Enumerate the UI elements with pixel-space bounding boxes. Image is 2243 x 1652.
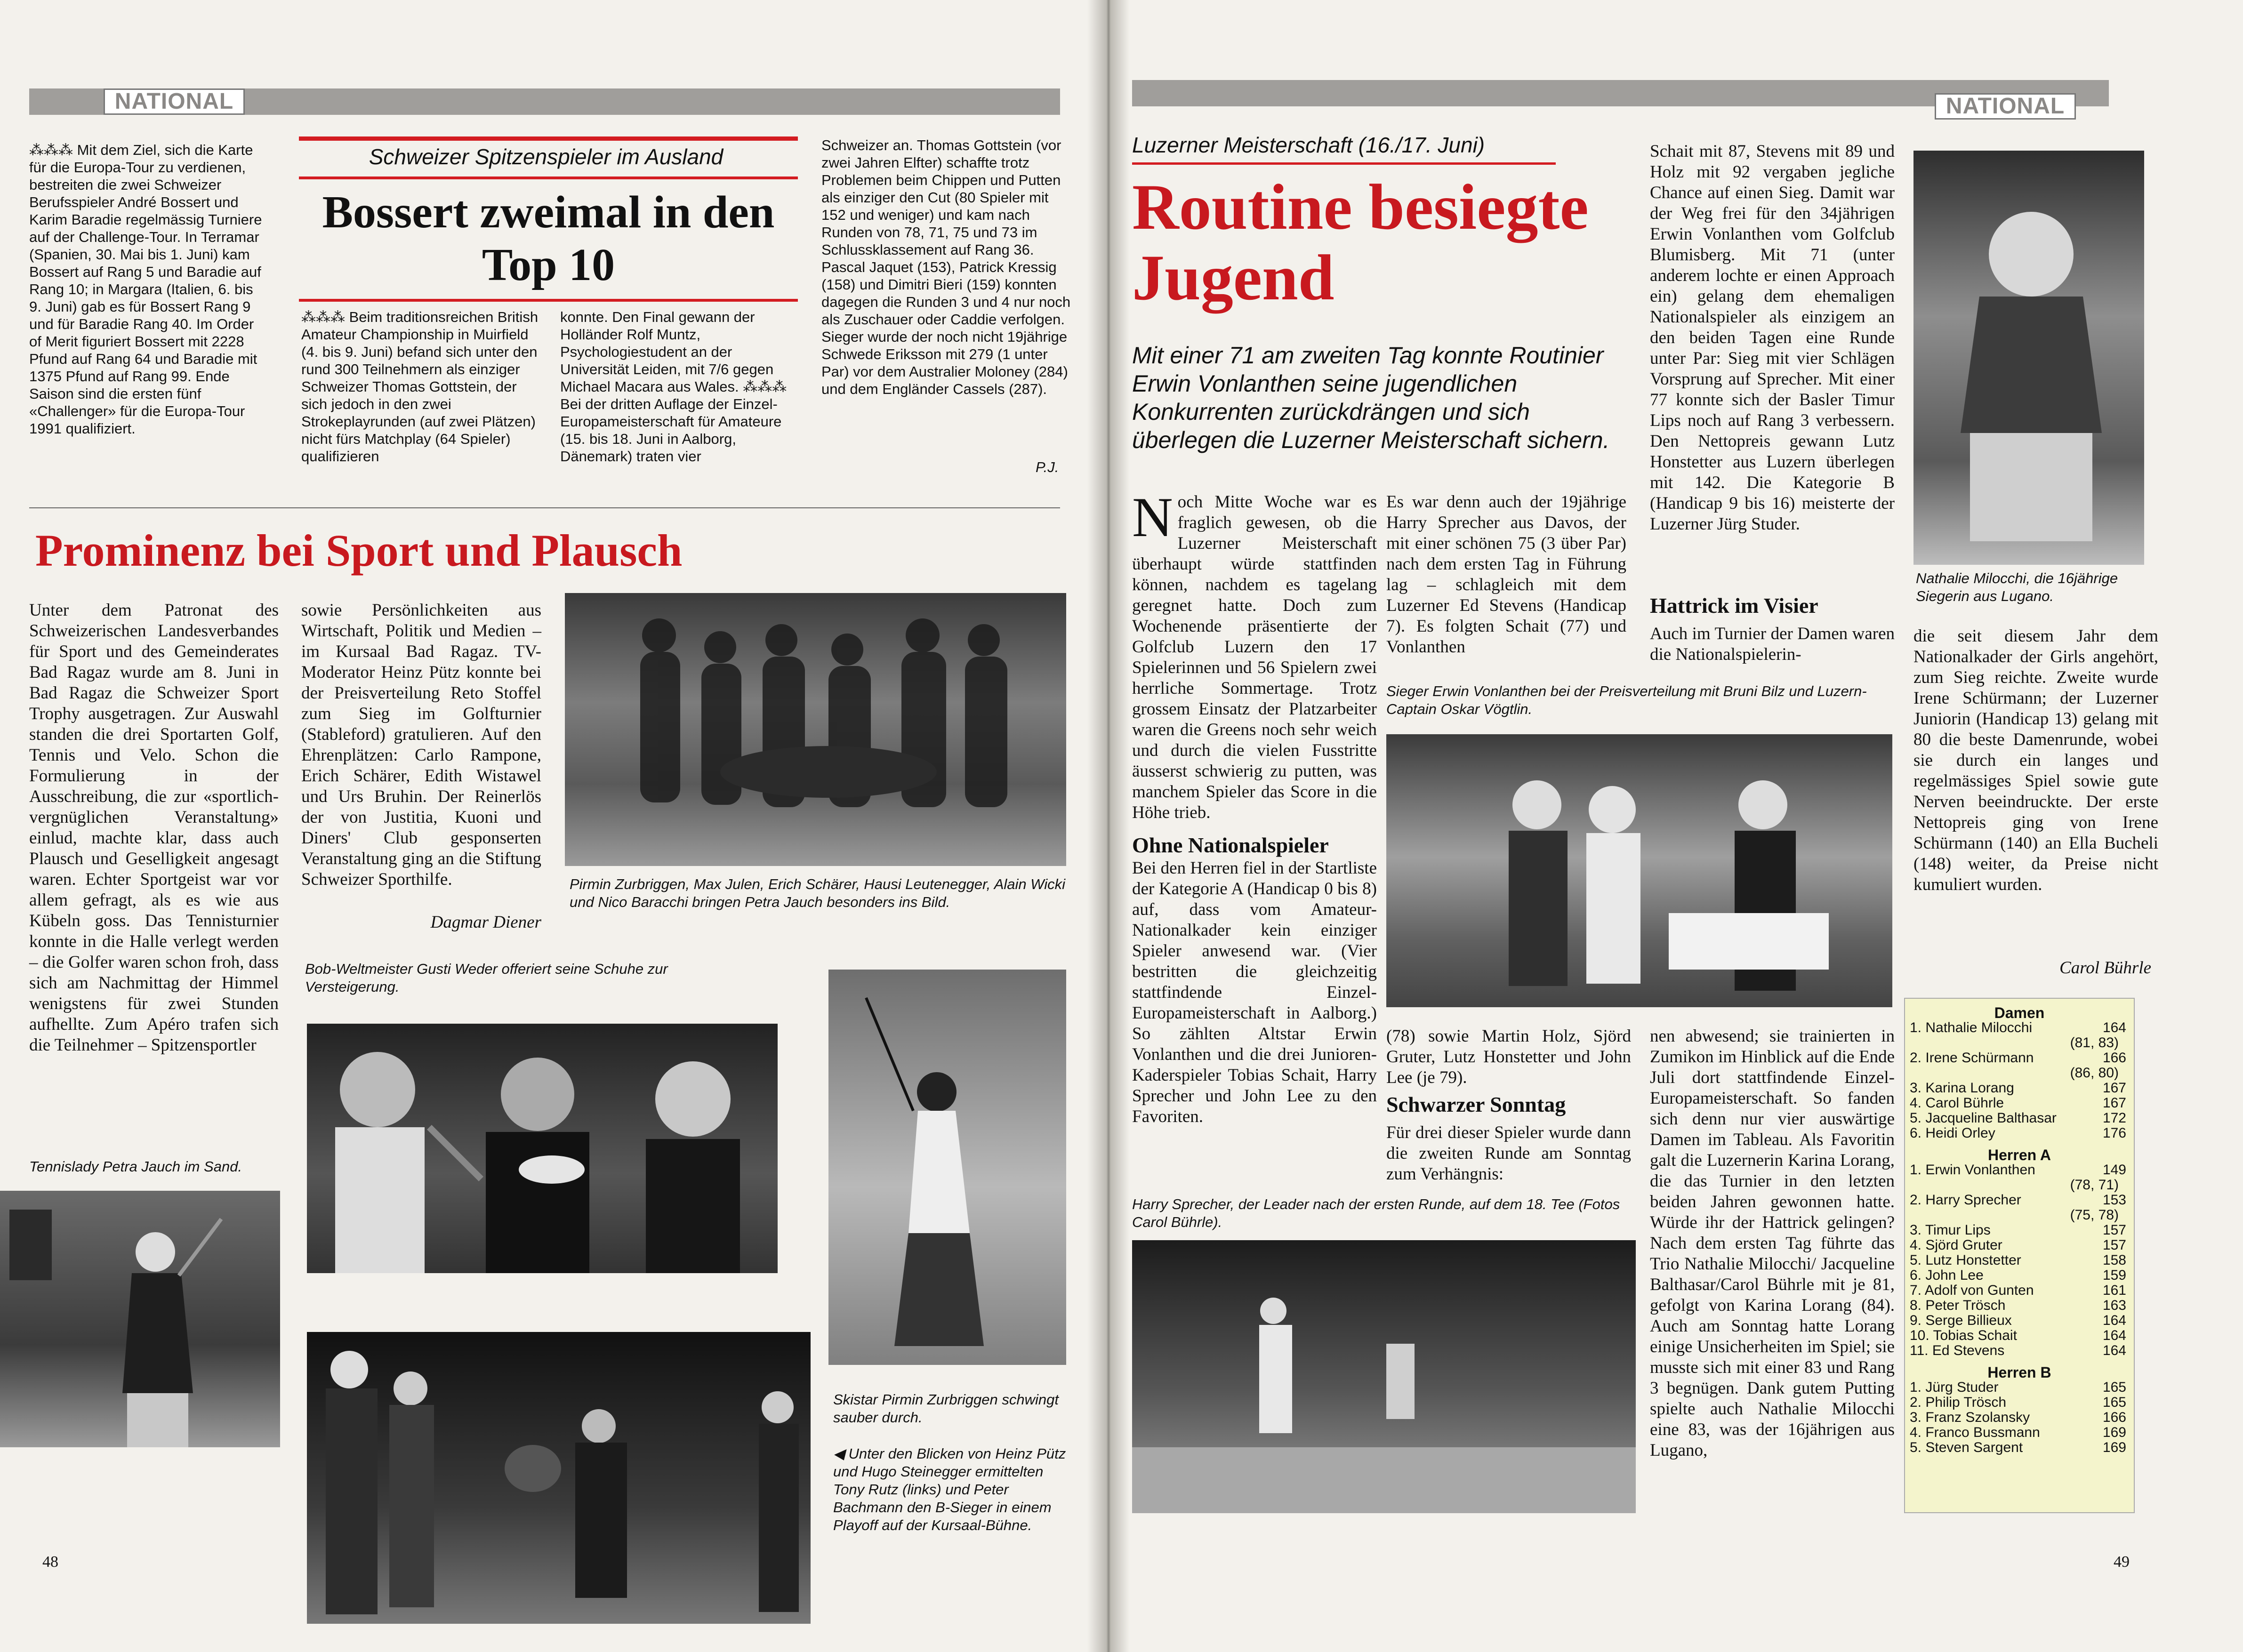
player-name: 7. Adolf von Gunten bbox=[1910, 1283, 2034, 1298]
player-score: 153 bbox=[2102, 1192, 2126, 1208]
article-col-1 bbox=[1132, 486, 1377, 1217]
player-name: 3. Timur Lips bbox=[1910, 1222, 1991, 1238]
results-table bbox=[1904, 998, 2135, 1513]
subheading: Hattrick im Visier bbox=[1650, 593, 1818, 617]
player-score: 161 bbox=[2102, 1283, 2126, 1298]
result-row bbox=[1905, 1238, 2134, 1253]
player-score: 169 bbox=[2102, 1440, 2126, 1455]
tennis-photo bbox=[0, 1191, 280, 1447]
article-col-2: Für drei dieser Spieler wurde dann die zweiten Runde am Sonntag zum Verhängnis: bbox=[1386, 1123, 1631, 1184]
subheading: Schwarzer Sonntag bbox=[1386, 1092, 1566, 1116]
result-row bbox=[1905, 1081, 2134, 1096]
red-rule bbox=[299, 176, 798, 179]
headline-line-2: Top 10 bbox=[482, 240, 615, 290]
article-col-1: ⁂⁂⁂ Beim traditionsreichen British Amateur Championship in Muirfield (4. bis 9. Juni) befand sich unter den rund 300 Teilnehmern als einziger Schweizer Thomas Gottstein, der sich jedoch in den zwei Strokeplayrunden (auf zwei Plätzen) nicht fürs Matchplay (64 Spieler) qualifizieren bbox=[301, 309, 539, 465]
article-col-3: nen abwesend; sie trainierten in Zumikon im Hinblick auf die Ende Juli dort stattfindende Einzel-Europameisterschaft. So fanden sich denn nur vier auswärtige Damen im Tableau. Als Favoritin galt die Luzernerin Karina Lorang, die das Turnier in den letzten beiden Jahren gewonnen hatte. Würde ihr der Hattrick gelingen? Nach dem ersten Tag führte das Trio Nathalie Milocchi/ Jacqueline Balthasar/Carol Bührle mit je 81, gefolgt von Karina Lorang (84). Auch am Sonntag hatte Lorang einige Unsicherheiten im Spiel; sie musste sich mit einer 83 und Rang 3 begnügen. Dank gutem Putting spielte auch Nathalie Milocchi eine 83, was der 16jährigen aus Lugano, bbox=[1650, 1026, 1895, 1460]
player-score: 157 bbox=[2102, 1222, 2126, 1238]
result-row bbox=[1905, 1193, 2134, 1208]
photo-caption: Pirmin Zurbriggen, Max Julen, Erich Schärer, Hausi Leutenegger, Alain Wicki und Nico Baracchi bringen Petra Jauch besonders ins Bild. bbox=[570, 876, 1066, 910]
result-row bbox=[1905, 1440, 2134, 1455]
headline: Prominenz bei Sport und Plausch bbox=[35, 525, 683, 576]
player-name: 9. Serge Billieux bbox=[1910, 1313, 2012, 1328]
result-row bbox=[1905, 1283, 2134, 1298]
player-score: 164 bbox=[2102, 1328, 2126, 1343]
player-name: 6. John Lee bbox=[1910, 1267, 1984, 1283]
photo-caption: Sieger Erwin Vonlanthen bei der Preisverteilung mit Bruni Bilz und Luzern-Captain Oskar Vögtlin. bbox=[1386, 683, 1867, 717]
result-row bbox=[1905, 1395, 2134, 1410]
photo-caption: ◀ Unter den Blicken von Heinz Pütz und Hugo Steinegger ermittelten Tony Rutz (links) und Peter Bachmann den B-Sieger in einem Playoff auf der Kursaal-Bühne. bbox=[833, 1445, 1066, 1533]
round-scores: (81, 83) bbox=[2070, 1035, 2119, 1051]
group-photo bbox=[565, 593, 1066, 866]
article-col-2: konnte. Den Final gewann der Holländer Rolf Muntz, Psychologiestudent an der Universität Leiden, mit 7/6 gegen Michael Macara aus Wales. ⁂⁂⁂ Bei der dritten Auflage der Einzel-Europameisterschaft für Amateure (15. bis 18. Juni in Aalborg, Dänemark) traten vier bbox=[560, 309, 787, 465]
player-score: 167 bbox=[2102, 1095, 2126, 1111]
result-row bbox=[1905, 1298, 2134, 1313]
player-name: 8. Peter Trösch bbox=[1910, 1298, 2006, 1313]
result-row bbox=[1905, 1051, 2134, 1066]
result-row bbox=[1905, 1163, 2134, 1178]
result-row bbox=[1905, 1223, 2134, 1238]
article-col-2: (78) sowie Martin Holz, Sjörd Gruter, Lutz Honstetter und John Lee (je 79). bbox=[1386, 1026, 1631, 1087]
player-name: 5. Lutz Honstetter bbox=[1910, 1252, 2021, 1268]
player-name: 3. Karina Lorang bbox=[1910, 1080, 2014, 1096]
player-name: 4. Sjörd Gruter bbox=[1910, 1237, 2002, 1253]
article-col-4: die seit diesem Jahr dem Nationalkader der Girls angehört, zum Sieg reichte. Zweite wurde Irene Schürmann; der Luzerner Juniorin (Handicap 13) gelang mit 80 die beste Damenrunde, wobei sie durch ein langes und regelmässiges Spiel sowie gute Nerven beeindruckte. Der erste Nettopreis ging von Irene Schürmann (140) an Ella Bucheli (148) weiter, da Preise nicht kumuliert wurden. bbox=[1913, 626, 2158, 894]
round-scores: (78, 71) bbox=[2070, 1177, 2119, 1193]
red-rule bbox=[1132, 162, 1556, 165]
article-col-2: Es war denn auch der 19jährige Harry Sprecher aus Davos, der mit einer schönen 75 (3 über Par) nach dem ersten Tag in Führung lag – schlagleich mit dem Luzerner Ed Stevens (Handicap 7). Es folgten Schait (77) und Vonlanthen bbox=[1386, 492, 1626, 657]
round-scores: (75, 78) bbox=[2070, 1207, 2119, 1223]
subheading: Ohne Nationalspieler bbox=[1132, 833, 1329, 857]
article-col-1: Unter dem Patronat des Schweizerischen Landesverbandes für Sport und des Gemeinderates Bad Ragaz wurde am 8. Juni in Bad Ragaz die Schweizer Sport Trophy ausgetragen. Zur Auswahl standen die drei Sportarten Golf, Tennis und Velo. Schon die Formulierung in der Ausschreibung, die zur «sportlich-vergnüglichen Veranstaltung» einlud, machte klar, dass auch Plausch und Geselligkeit angesagt waren. Echter Sportgeist war vor allem gefragt, als es wie aus Kübeln goss. Das Tennisturnier konnte in die Halle verlegt werden – die Golfer waren schon froh, dass sich am Nachmittag der Himmel wenigstens für zwei Stunden aufhellte. Zum Apéro trafen sich die Teilnehmer – Spitzensportler bbox=[29, 601, 279, 1055]
player-name: 6. Heidi Orley bbox=[1910, 1125, 1995, 1141]
player-score: 169 bbox=[2102, 1425, 2126, 1440]
article-col-3: Auch im Turnier der Damen waren die Nationalspielerin- bbox=[1650, 624, 1895, 664]
result-row bbox=[1905, 1126, 2134, 1141]
player-name: 2. Philip Trösch bbox=[1910, 1395, 2007, 1410]
result-row bbox=[1905, 1425, 2134, 1440]
section-label: NATIONAL bbox=[104, 88, 245, 115]
player-score: 164 bbox=[2102, 1020, 2126, 1035]
red-rule bbox=[299, 136, 798, 141]
player-score: 165 bbox=[2102, 1379, 2126, 1395]
result-row bbox=[1905, 1343, 2134, 1358]
photo-caption: Tennislady Petra Jauch im Sand. bbox=[29, 1158, 242, 1175]
drop-cap: N bbox=[1132, 486, 1173, 548]
result-row bbox=[1905, 1111, 2134, 1126]
player-score: 167 bbox=[2102, 1080, 2126, 1096]
player-score: 163 bbox=[2102, 1298, 2126, 1313]
headline bbox=[299, 186, 798, 291]
results-list-damen bbox=[1905, 1020, 2134, 1141]
player-score: 159 bbox=[2102, 1267, 2126, 1283]
stage-photo bbox=[307, 1332, 811, 1624]
body-text: och Mitte Woche war es fraglich gewesen, ob die Luzerner Meisterschaft überhaupt würde stattfinden können, nachdem es tagelang geregnet hatte. Doch zum Wochenende präsentierte der Golfclub Luzern den 17 Spielerinnen und 56 Spielern zwei herrliche Sommertage. Trotz grossem Einsatz der Platzarbeiter waren die Greens noch sehr weich und durch die vielen Fusstritte äusserst schwierig zu putten, was manchem Spieler das Score in die Höhe trieb. bbox=[1132, 492, 1377, 822]
player-score: 149 bbox=[2102, 1162, 2126, 1178]
article-col-3: Schweizer an. Thomas Gottstein (vor zwei Jahren Elfter) schaffte trotz Problemen beim Chippen und Putten als einziger den Cut (80 Spieler mit 152 und weniger) und kam nach Runden von 78, 71, 75 und 73 im Schlussklassement auf Rang 36. Pascal Jaquet (153), Patrick Kressig (158) und Dimitri Bieri (159) konnten dagegen die Runden 3 und 4 nur noch als Zuschauer oder Caddie verfolgen. Sieger wurde der noch nicht 19jährige Schwede Eriksson mit 279 (1 unter Par) vor dem Australier Moloney (284) und dem Engländer Cassels (287). bbox=[821, 137, 1071, 397]
headline-line-1: Bossert zweimal in den bbox=[322, 187, 775, 238]
result-row bbox=[1905, 1380, 2134, 1395]
player-score: 158 bbox=[2102, 1252, 2126, 1268]
player-score: 157 bbox=[2102, 1237, 2126, 1253]
player-name: 10. Tobias Schait bbox=[1910, 1328, 2017, 1343]
top-column: Schait mit 87, Stevens mit 89 und Holz mit 92 vergaben jegliche Chance auf einen Sieg. Damit war der Weg frei für den 34jährigen Erwin Vonlanthen vom Golfclub Blumisberg. Mit 71 (unter anderem lochte er einen Approach ein) gelang dem ehemaligen Nationalspieler als einzigem an den beiden Tagen eine Runde unter Par: Sieg mit vier Schlägen Vorsprung auf Sprecher. Mit einer 77 konnte sich der Basler Timur Lips noch auf Rang 3 verbessern. Den Nettopreis gewann Lutz Honstetter aus Luzern überlegen mit 142. Die Kategorie B (Handicap 9 bis 16) meisterte der Luzerner Jürg Studer. bbox=[1650, 142, 1895, 534]
kicker: Schweizer Spitzenspieler im Ausland bbox=[369, 144, 724, 169]
kicker: Luzerner Meisterschaft (16./17. Juni) bbox=[1132, 133, 1485, 157]
player-name: 1. Nathalie Milocchi bbox=[1910, 1020, 2033, 1035]
player-name: 5. Jacqueline Balthasar bbox=[1910, 1110, 2057, 1126]
result-row bbox=[1905, 1020, 2134, 1035]
photo-caption: Skistar Pirmin Zurbriggen schwingt sauber durch. bbox=[833, 1391, 1059, 1426]
body-text: Bei den Herren fiel in der Startliste der Kategorie A (Handicap 0 bis 8) auf, dass vom Amateur-Nationalkader kein einziger Spieler anwesend war. (Vier bestritten die gleichzeitig stattfindende Einzel-Europameisterschaft in Aalborg.) So zählten Altstar Erwin Vonlanthen und die drei Junioren-Kaderspieler Tobias Schait, Harry Sprecher und John Lee zu den Favoriten. bbox=[1132, 858, 1377, 1126]
lead: Mit einer 71 am zweiten Tag konnte Routinier Erwin Vonlanthen seine jugendlichen Konkurrenten zurückdrängen und sich überlegen die Luzerner Meisterschaft sichern. bbox=[1132, 342, 1610, 453]
sprecher-photo bbox=[1132, 1240, 1636, 1513]
spine-gutter bbox=[1087, 0, 1130, 1652]
player-name: 2. Harry Sprecher bbox=[1910, 1192, 2021, 1208]
headline-line-2: Jugend bbox=[1132, 241, 1335, 313]
headline bbox=[1132, 172, 1622, 313]
photo-caption: Harry Sprecher, der Leader nach der ersten Runde, auf dem 18. Tee (Fotos Carol Bührle). bbox=[1132, 1196, 1620, 1230]
player-score: 172 bbox=[2102, 1110, 2126, 1126]
player-score: 164 bbox=[2102, 1313, 2126, 1328]
intro-article: ⁂⁂⁂ Mit dem Ziel, sich die Karte für die Europa-Tour zu verdienen, bestreiten die zwei Schweizer Berufsspieler André Bossert und Karim Baradie regelmässig Turniere auf der Challenge-Tour. In Terramar (Spanien, 30. Mai bis 1. Juni) kam Bossert auf Rang 5 und Baradie auf Rang 10; in Margara (Italien, 6. bis 9. Juni) gab es für Bossert Rang 9 und für Baradie Rang 40. Im Order of Merit figuriert Bossert mit 2228 Pfund auf Rang 64 und Baradie mit 1375 Pfund auf Rang 99. Ende Saison sind die ersten fünf «Challenger» für die Europa-Tour 1991 qualifiziert. bbox=[29, 142, 262, 437]
player-name: 2. Irene Schürmann bbox=[1910, 1050, 2034, 1066]
headline-line-1: Routine besiegte bbox=[1132, 171, 1589, 243]
result-row bbox=[1905, 1313, 2134, 1328]
page-number: 48 bbox=[42, 1553, 58, 1571]
player-score: 176 bbox=[2102, 1125, 2126, 1141]
round-scores: (86, 80) bbox=[2070, 1065, 2119, 1081]
player-name: 11. Ed Stevens bbox=[1910, 1343, 2005, 1358]
divider bbox=[29, 507, 1060, 508]
author: Carol Bührle bbox=[2059, 958, 2151, 978]
player-name: 1. Erwin Vonlanthen bbox=[1910, 1162, 2035, 1178]
result-row bbox=[1905, 1268, 2134, 1283]
author: P.J. bbox=[1036, 459, 1059, 475]
player-name: 5. Steven Sargent bbox=[1910, 1440, 2023, 1455]
results-heading-herren-a: Herren A bbox=[1988, 1147, 2051, 1163]
photo-caption: Bob-Weltmeister Gusti Weder offeriert seine Schuhe zur Versteigerung. bbox=[305, 961, 668, 995]
result-row bbox=[1905, 1096, 2134, 1111]
section-label: NATIONAL bbox=[1935, 93, 2076, 120]
skistar-photo bbox=[828, 970, 1066, 1365]
page-number: 49 bbox=[2114, 1553, 2130, 1571]
player-name: 4. Franco Bussmann bbox=[1910, 1425, 2040, 1440]
article-col-2: sowie Persönlichkeiten aus Wirtschaft, Politik und Medien – im Kursaal Bad Ragaz. TV-Moderator Heinz Pütz konnte bei der Preisverteilung Reto Stoffel zum Sieg im Golfturnier (Stableford) gratulieren. Auf den Ehrenplätzen: Carlo Rampone, Erich Schärer, Edith Wistawel und Urs Bruhin. Der Reinerlös der von Justitia, Kuoni und Diners' Club gesponserten Veranstaltung ging an die Stiftung Schweizer Sporthilfe. bbox=[301, 601, 541, 889]
results-heading-damen: Damen bbox=[1994, 1004, 2045, 1021]
player-name: 4. Carol Bührle bbox=[1910, 1095, 2004, 1111]
red-rule bbox=[299, 299, 798, 302]
author: Dagmar Diener bbox=[430, 913, 541, 932]
sieger-photo bbox=[1386, 734, 1892, 1007]
player-score: 165 bbox=[2102, 1395, 2126, 1410]
results-list-herren-b bbox=[1905, 1380, 2134, 1455]
left-page bbox=[0, 0, 1101, 1652]
result-row bbox=[1905, 1328, 2134, 1343]
player-name: 3. Franz Szolansky bbox=[1910, 1410, 2030, 1425]
photo-caption: Nathalie Milocchi, die 16jährige Siegerin aus Lugano. bbox=[1916, 570, 2118, 604]
player-score: 166 bbox=[2102, 1410, 2126, 1425]
result-row bbox=[1905, 1253, 2134, 1268]
player-score: 166 bbox=[2102, 1050, 2126, 1066]
results-heading-herren-b: Herren B bbox=[1987, 1364, 2051, 1381]
player-score: 164 bbox=[2102, 1343, 2126, 1358]
result-row bbox=[1905, 1410, 2134, 1425]
milocchi-photo bbox=[1913, 151, 2144, 565]
weder-photo bbox=[307, 1024, 778, 1273]
player-name: 1. Jürg Studer bbox=[1910, 1379, 1999, 1395]
results-list-herren-a bbox=[1905, 1163, 2134, 1358]
